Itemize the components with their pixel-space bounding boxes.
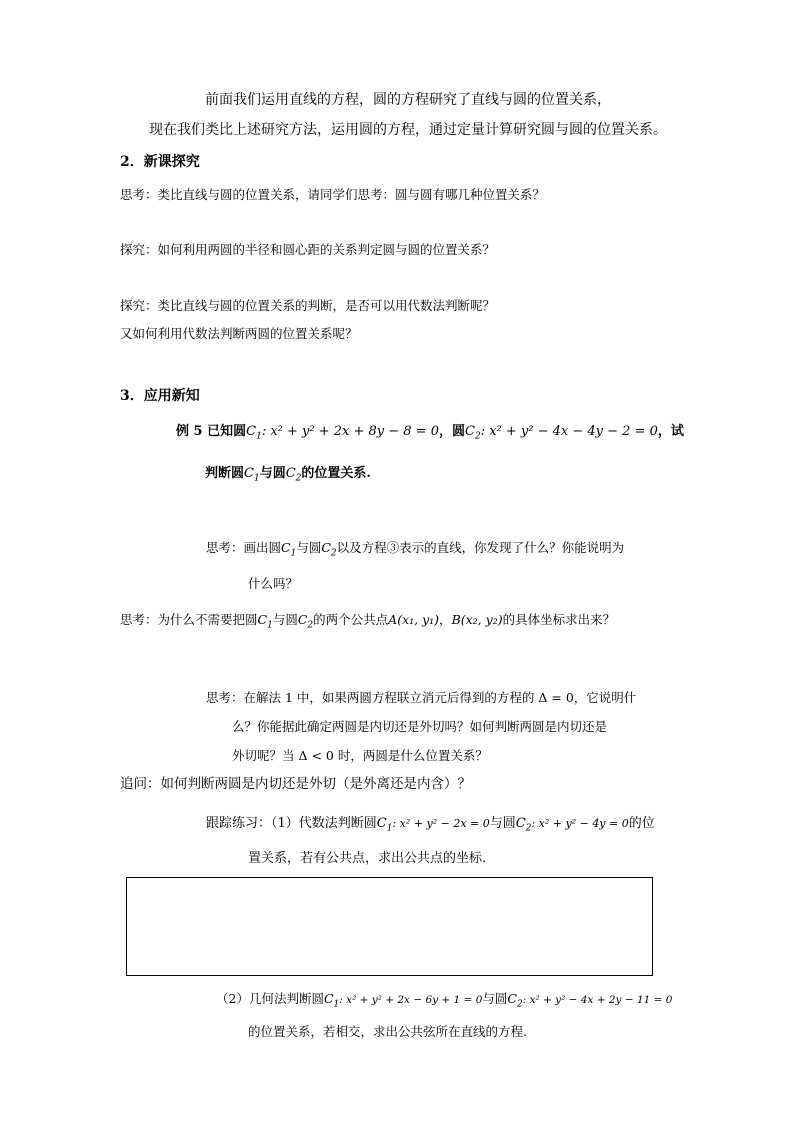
think-question-4a: 思考：在解法 1 中，如果两圆方程联立消元后得到的方程的 Δ = 0，它说明什	[206, 690, 637, 705]
try-word: ，试	[657, 424, 684, 439]
point-b: B(x₂, y₂)	[451, 612, 503, 627]
practice-2-line-2: 的位置关系，若相交，求出公共弦所在直线的方程.	[248, 1024, 527, 1039]
think-question-2b: 什么吗？	[248, 576, 299, 591]
practice-2-line-1: （2）几何法判断圆$C_1$: x² + y² + 2x − 6y + 1 = 0与圆$C_2$: x² + y² − 4x + 2y − 11 = 0	[216, 991, 673, 1010]
example-5-line-1	[176, 423, 684, 441]
circle-c1-label: $C_1$	[246, 424, 262, 442]
think-question-3: 思考：为什么不需要把圆$C_1$与圆$C_2$的两个公共点A(x₁, y₁)，B(x₂, y₂)的具体坐标求出来？	[120, 612, 616, 631]
think-question-1: 思考：类比直线与圆的位置关系，请同学们思考：圆与圆有哪几种位置关系？	[120, 187, 546, 202]
example-label: 例 5	[176, 424, 203, 439]
answer-box[interactable]	[126, 877, 653, 976]
example-5-line-2: 判断圆$C_1$与圆$C_2$的位置关系.	[205, 466, 371, 484]
explore-question-2a: 探究：类比直线与圆的位置关系的判断，是否可以用代数法判断呢？	[120, 298, 496, 313]
practice-1-line-1: 跟踪练习：（1）代数法判断圆$C_1$: x² + y² − 2x = 0与圆$C_2$: x² + y² − 4y = 0的位	[206, 816, 655, 834]
think-question-2a: 思考：画出圆$C_1$与圆$C_2$以及方程③表示的直线，你发现了什么？你能说明为	[206, 540, 625, 559]
explore-question-2b: 又如何利用代数法判断两圆的位置关系呢？	[120, 326, 358, 341]
intro-line-2: 现在我们类比上述研究方法，运用圆的方程，通过定量计算研究圆与圆的位置关系。	[149, 122, 667, 138]
think-question-4c: 外切呢？当 Δ < 0 时，两圆是什么位置关系？	[232, 748, 488, 763]
explore-question-1: 探究：如何利用两圆的半径和圆心距的关系判定圆与圆的位置关系？	[120, 242, 496, 257]
intro-line-1: 前面我们运用直线的方程，圆的方程研究了直线与圆的位置关系，	[205, 92, 611, 108]
section-2-heading: 2．新课探究	[120, 154, 200, 170]
circle-c1-equation: : x² + y² + 2x + 8y − 8 = 0	[261, 424, 439, 439]
point-a: A(x₁, y₁)	[388, 612, 440, 627]
section-3-heading: 3．应用新知	[120, 388, 200, 404]
circle-c2-equation: : x² + y² − 4x − 4y − 2 = 0	[480, 424, 658, 439]
practice-1-line-2: 置关系，若有公共点，求出公共点的坐标.	[248, 851, 487, 866]
followup-question: 追问：如何判断两圆是内切还是外切（是外离还是内含）？	[120, 776, 471, 792]
example-text: 已知圆	[207, 424, 247, 439]
think-question-4b: 么？你能据此确定两圆是内切还是外切吗？如何判断两圆是内切还是	[232, 719, 608, 734]
comma-circle: ，圆	[438, 424, 465, 439]
circle-c2-label: $C_2$	[465, 424, 481, 442]
